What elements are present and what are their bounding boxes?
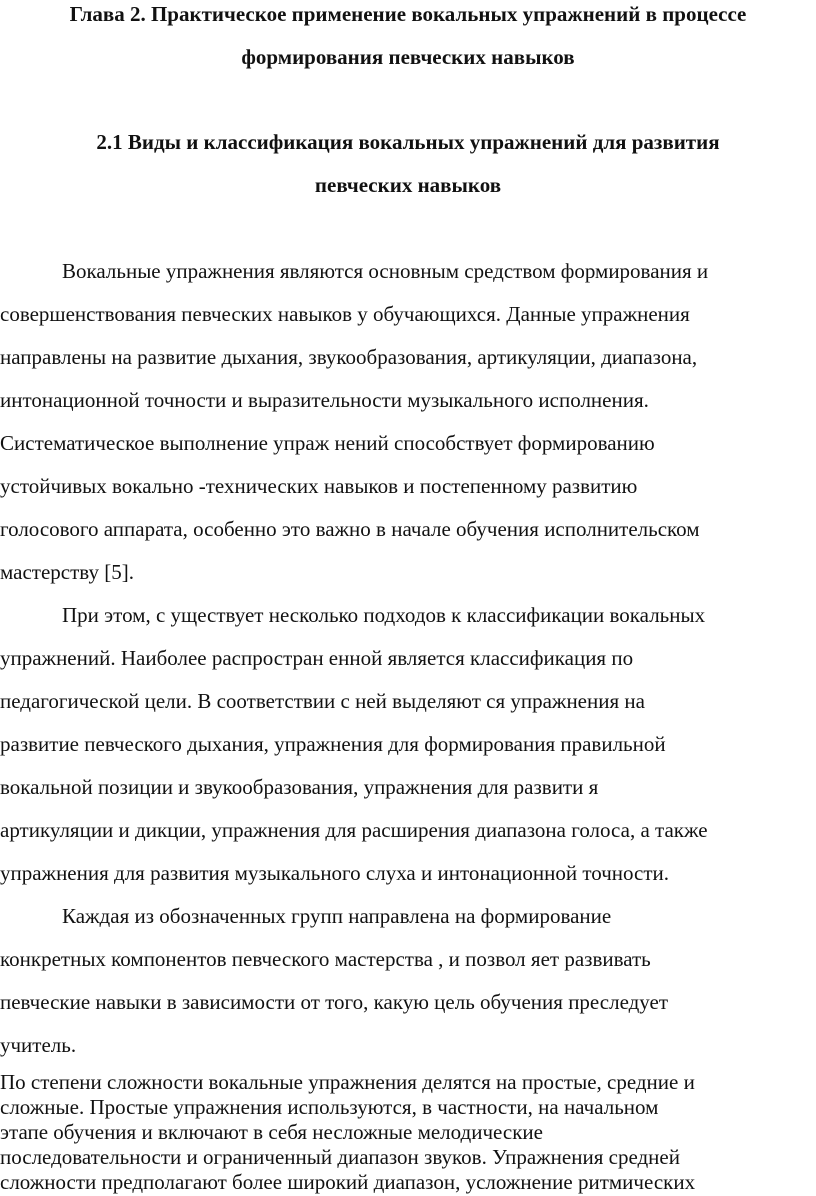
paragraph-line: этапе обучения и включают в себя несложные мелодические <box>0 1120 543 1144</box>
paragraph-line: Систематическое выполнение упраж нений способствует формированию <box>0 431 655 455</box>
paragraph-line: устойчивых вокально -технических навыков и постепенному развитию <box>0 474 638 498</box>
paragraph-line: сложности предполагают более широкий диапазон, усложнение ритмических <box>0 1170 696 1194</box>
paragraph-line: направлены на развитие дыхания, звукообразования, артикуляции, диапазона, <box>0 345 698 369</box>
section-heading-line-2: певческих навыков <box>314 173 502 197</box>
chapter-heading-line-2: формирования певческих навыков <box>241 45 575 69</box>
paragraph-line: педагогической цели. В соответствии с ней выделяют ся упражнения на <box>0 689 645 713</box>
chapter-heading-line-1: Глава 2. Практическое применение вокальных упражнений в процессе <box>69 2 747 26</box>
paragraph-line: Каждая из обозначенных групп направлена на формирование <box>62 904 612 928</box>
paragraph-line: упражнения для развития музыкального слуха и интонационной точности. <box>0 861 670 885</box>
paragraph-line: развитие певческого дыхания, упражнения для формирования правильной <box>0 732 666 756</box>
paragraph-line: учитель. <box>0 1033 77 1057</box>
paragraph-line: Вокальные упражнения являются основным средством формирования и <box>62 259 709 283</box>
paragraph-line: упражнений. Наиболее распростран енной является классификация по <box>0 646 634 670</box>
section-heading-line-1: 2.1 Виды и классификация вокальных упражнений для развития <box>96 130 720 154</box>
paragraph-line: последовательности и ограниченный диапазон звуков. Упражнения средней <box>0 1145 680 1169</box>
paragraph-line: мастерству [5]. <box>0 560 134 584</box>
paragraph-line: конкретных компонентов певческого мастерства , и позвол яет развивать <box>0 947 651 971</box>
paragraph-line: По степени сложности вокальные упражнения делятся на простые, средние и <box>0 1070 695 1094</box>
paragraph-line: сложные. Простые упражнения используются, в частности, на начальном <box>0 1095 659 1119</box>
paragraph-line: вокальной позиции и звукообразования, упражнения для развити я <box>0 775 599 799</box>
paragraph-line: совершенствования певческих навыков у обучающихся. Данные упражнения <box>0 302 690 326</box>
paragraph-line: При этом, с уществует несколько подходов к классификации вокальных <box>62 603 706 627</box>
paragraph-line: голосового аппарата, особенно это важно в начале обучения исполнительском <box>0 517 700 541</box>
paragraph-line: певческие навыки в зависимости от того, какую цель обучения преследует <box>0 990 669 1014</box>
paragraph-line: интонационной точности и выразительности музыкального исполнения. <box>0 388 649 412</box>
paragraph-line: артикуляции и дикции, упражнения для расширения диапазона голоса, а также <box>0 818 708 842</box>
